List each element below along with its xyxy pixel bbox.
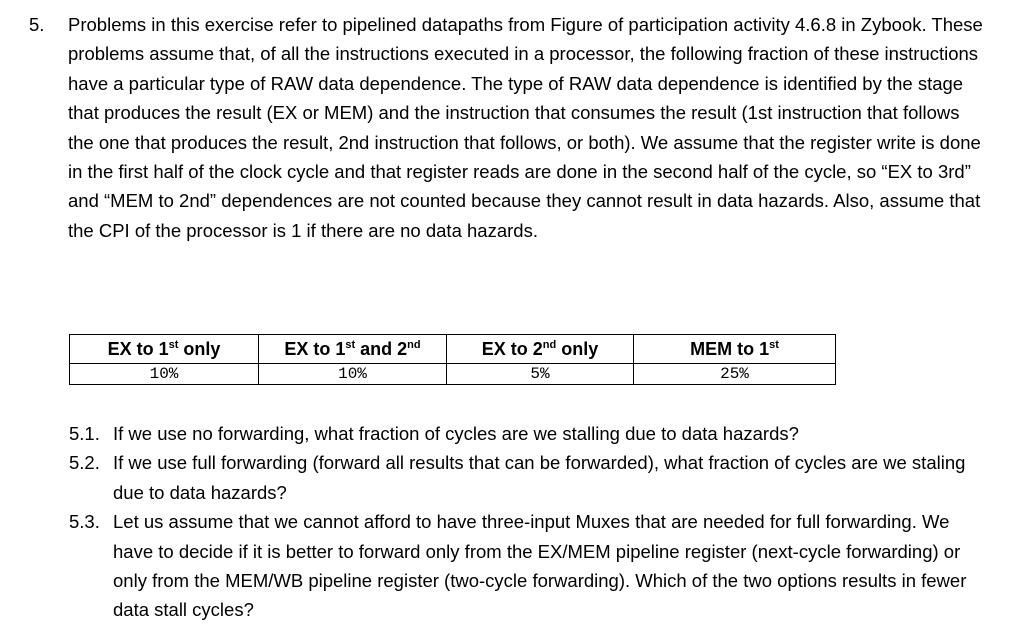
value-ex-to-2nd-only: 5% [447, 364, 634, 385]
value-ex-to-1st-and-2nd: 10% [259, 364, 447, 385]
header-mem-to-1st: MEM to 1st [634, 335, 836, 364]
question-text: If we use full forwarding (forward all results that can be forwarded), what fraction of cycles are we staling due to data hazards? [113, 452, 966, 503]
list-item [69, 448, 989, 507]
table-header-row [70, 335, 836, 364]
problem-number: 5. [29, 14, 45, 35]
dependence-table [69, 334, 836, 385]
value-ex-to-1st-only: 10% [70, 364, 259, 385]
question-list [69, 419, 989, 625]
list-item [69, 419, 989, 448]
question-number: 5.3. [69, 511, 100, 533]
list-item [69, 507, 989, 625]
problem-statement [29, 10, 989, 245]
value-mem-to-1st: 25% [634, 364, 836, 385]
problem-text: Problems in this exercise refer to pipelined datapaths from Figure of participation activity 4.6.8 in Zybook. These problems assume that, of all the instructions executed in a processor, the following fraction of these instructions have a particular type of RAW data dependence. The type of RAW data dependence is identified by the stage that produces the result (EX or MEM) and the instruction that consumes the result (1st instruction that follows the one that produces the result, 2nd instruction that follows, or both). We assume that the register write is done in the first half of the clock cycle and that register reads are done in the second half of the cycle, so “EX to 3rd” and “MEM to 2nd” dependences are not counted because they cannot result in data hazards. Also, assume that the CPI of the processor is 1 if there are no data hazards. [68, 14, 983, 241]
header-ex-to-2nd-only: EX to 2nd only [447, 335, 634, 364]
question-text: Let us assume that we cannot afford to have three-input Muxes that are needed for full forwarding. We have to decide if it is better to forward only from the EX/MEM pipeline register (next-cycle forwarding) or only from the MEM/WB pipeline register (two-cycle forwarding). Which of the two options results in fewer data stall cycles? [113, 511, 967, 621]
question-text: If we use no forwarding, what fraction of cycles are we stalling due to data hazards? [113, 423, 799, 444]
question-number: 5.2. [69, 452, 100, 474]
header-ex-to-1st-and-2nd: EX to 1st and 2nd [259, 335, 447, 364]
question-number: 5.1. [69, 423, 100, 444]
header-ex-to-1st-only: EX to 1st only [70, 335, 259, 364]
table-row [70, 364, 836, 385]
